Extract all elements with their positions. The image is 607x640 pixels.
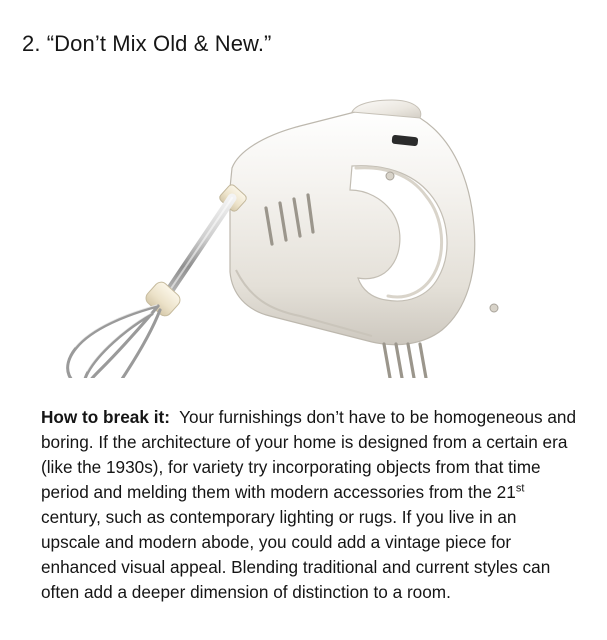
paragraph-text-part-1: Your furnishings don’t have to be homogeneous and boring. If the architecture of your home is designed from a certain era (like the 1930s), for variety try incorporating objects from that time period and melding them with modern accessories from the 21	[41, 407, 577, 503]
vent-group-lower	[384, 344, 426, 378]
hand-mixer-photo	[0, 48, 607, 378]
screw-upper	[386, 172, 394, 180]
mixer-body	[230, 100, 498, 378]
paragraph-text-part-2: century, such as contemporary lighting or rugs. If you live in an upscale and modern abode, you could add a vintage piece for enhanced visual appeal. Blending traditional and current styles can often add a deeper dimension of distinction to a room.	[41, 507, 551, 603]
page-title: 2. “Don’t Mix Old & New.”	[22, 31, 272, 57]
ordinal-suffix: st	[515, 482, 525, 495]
beater-whisk	[68, 306, 160, 378]
screw-lower	[490, 304, 498, 312]
paragraph-lead-label: How to break it:	[41, 407, 170, 428]
body-paragraph	[41, 405, 579, 605]
